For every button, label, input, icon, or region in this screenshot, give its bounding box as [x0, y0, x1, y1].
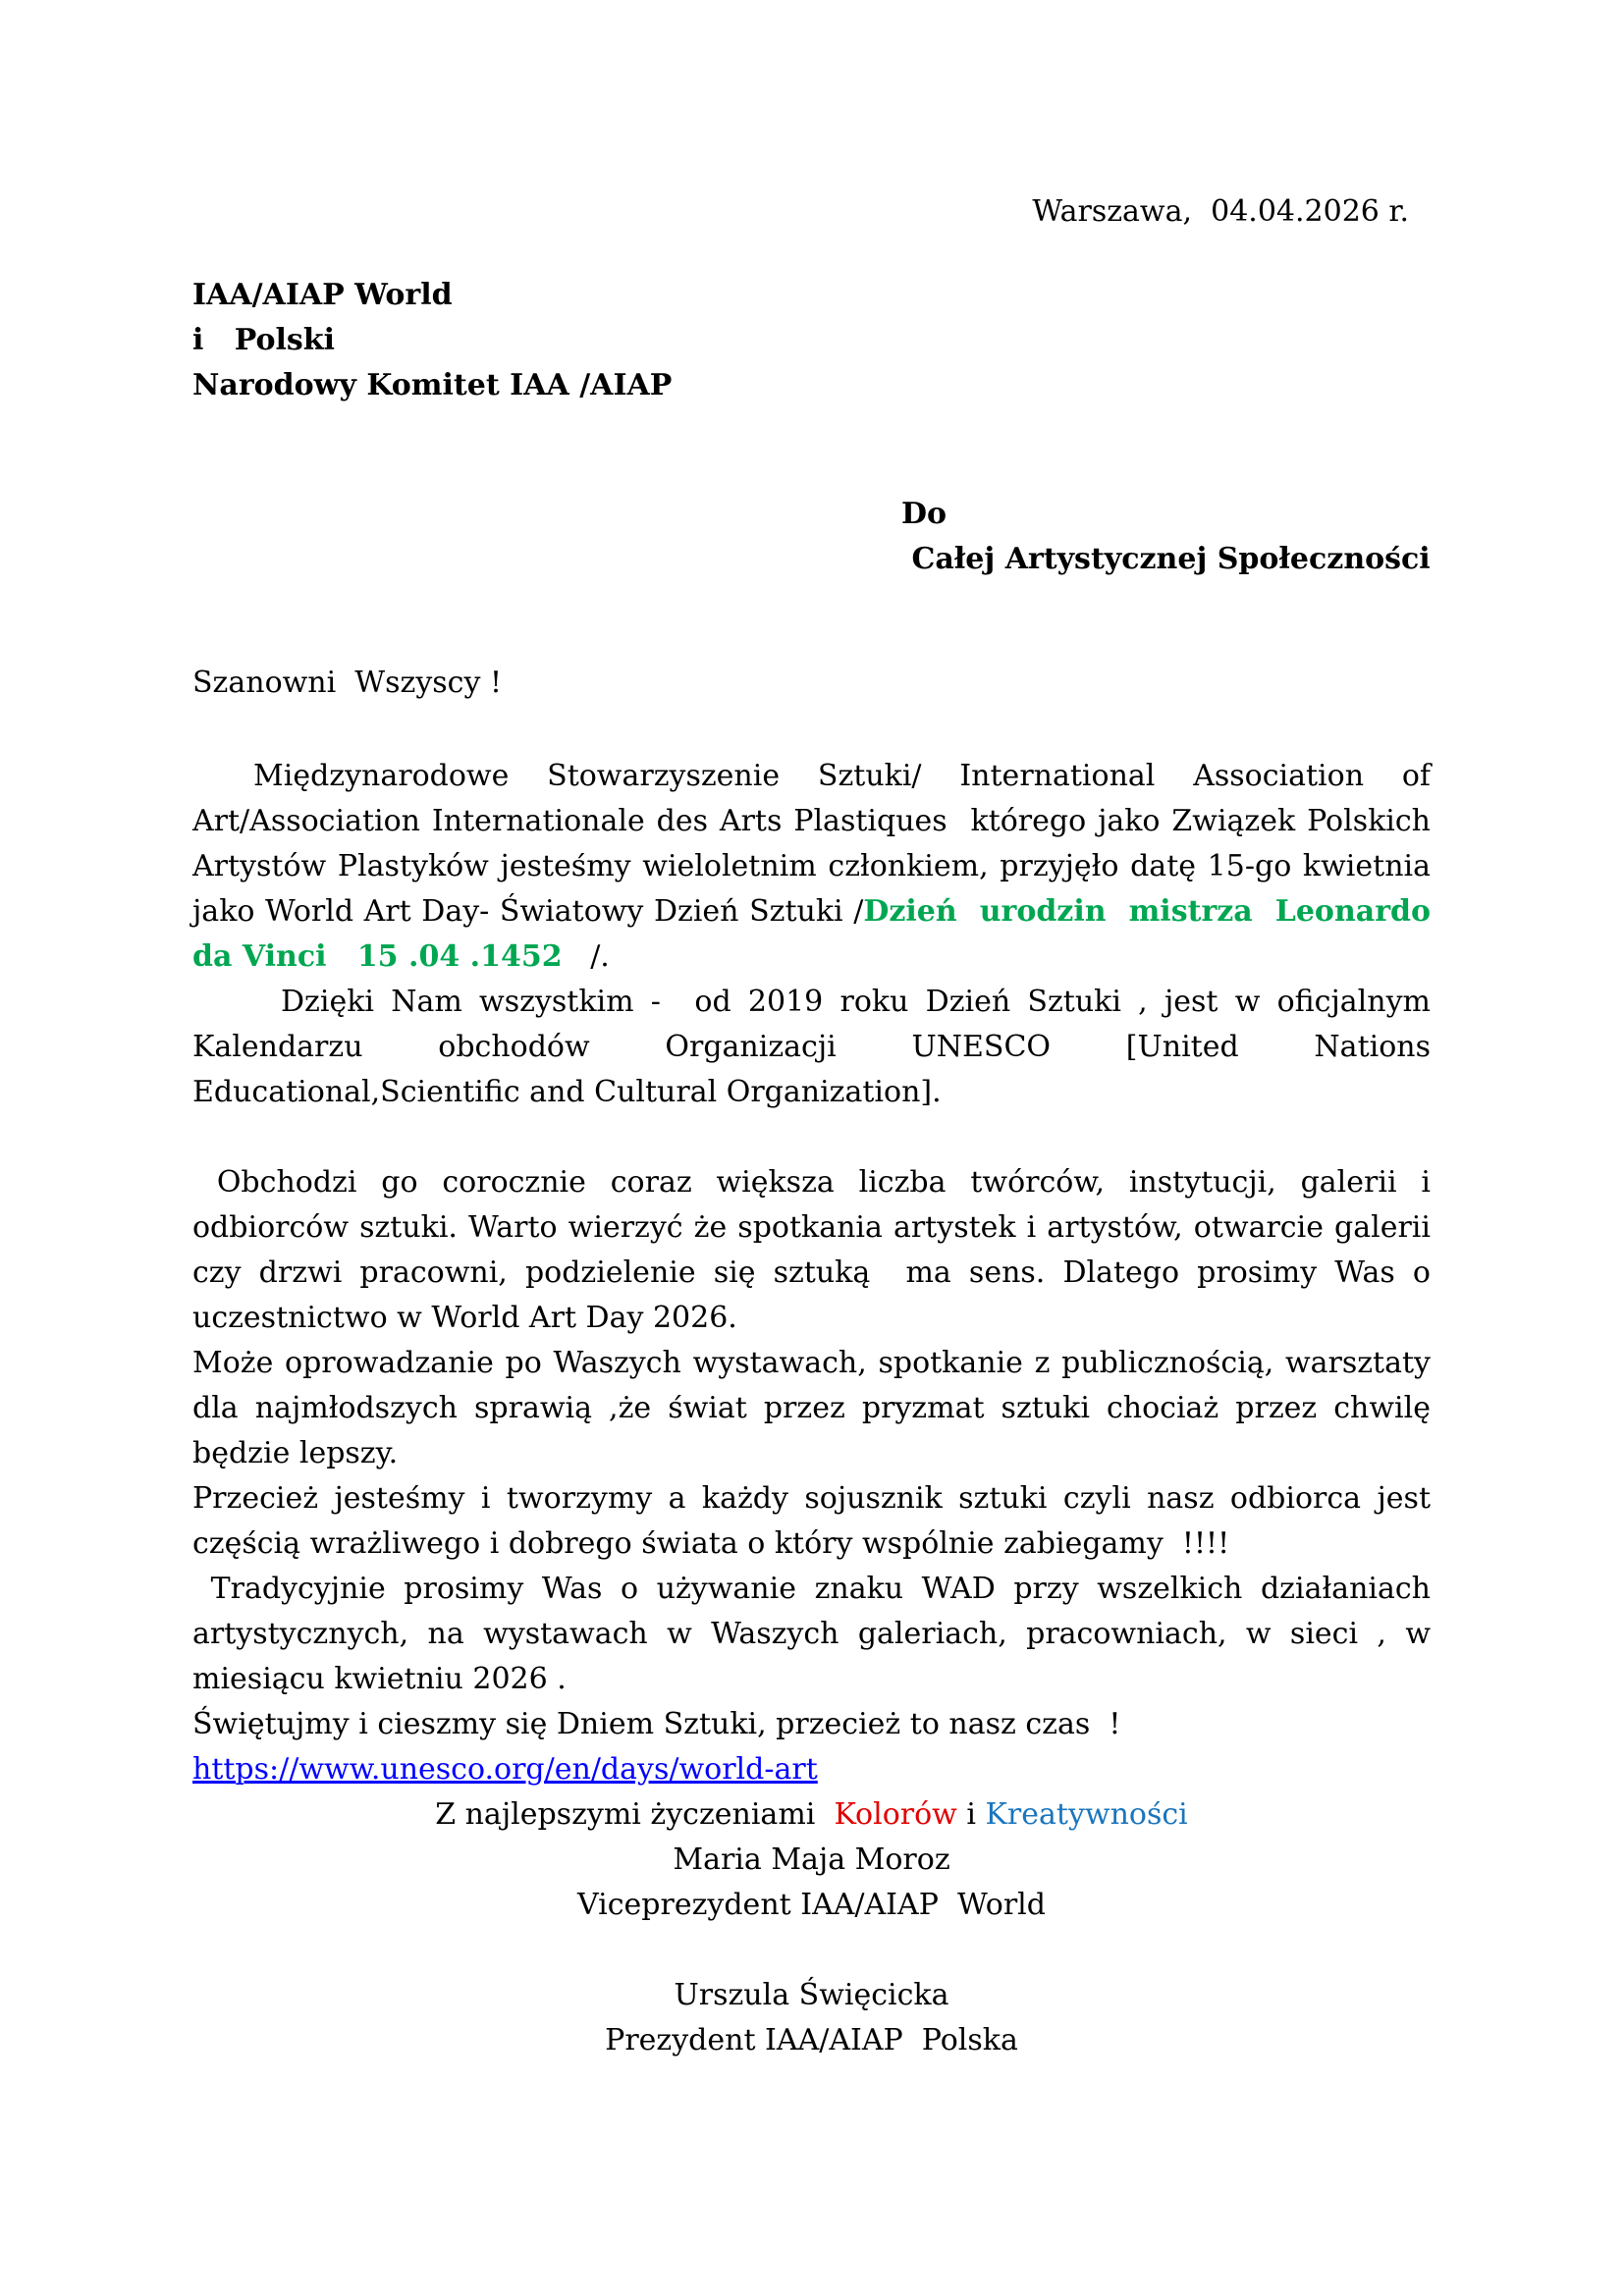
- wishes-word-creativity: Kreatywności: [985, 1797, 1188, 1832]
- signature-2-name: Urszula Święcicka: [674, 1978, 949, 2012]
- sender-line-komitet: Narodowy Komitet IAA /AIAP: [192, 368, 673, 402]
- paragraph-participation: Obchodzi go corocznie coraz większa liczba twórców, instytucji, galerii i odbiorców sztuki. Warto wierzyć że spotkania artystek i artystów, otwarcie galerii czy drzwi pracowni, podzielenie się sztuką ma sens. Dlatego prosimy Was o uczestnictwo w World Art Day 2026.: [192, 1165, 1431, 1335]
- sender-line-world: IAA/AIAP World: [192, 278, 453, 312]
- recipient-block: [901, 492, 1431, 582]
- leonardo-birthday-highlight: Dzień urodzin mistrza Leonardo da Vinci 15 .04 .1452: [192, 894, 1431, 974]
- signature-2-title: Prezydent IAA/AIAP Polska: [605, 2023, 1018, 2057]
- paragraph-intro: [192, 754, 1431, 980]
- signature-1-title: Viceprezydent IAA/AIAP World: [577, 1888, 1046, 1922]
- paragraph-activities: Może oprowadzanie po Waszych wystawach, spotkanie z publicznością, warsztaty dla najmłodszych sprawią ,że świat przez pryzmat sztuki chociaż przez chwilę będzie lepszy.: [192, 1346, 1431, 1470]
- paragraph-wad-sign: Tradycyjnie prosimy Was o używanie znaku WAD przy wszelkich działaniach artystycznych, na wystawach w Waszych galeriach, pracowniach, w sieci , w miesiącu kwietniu 2026 .: [192, 1572, 1431, 1696]
- paragraph-intro-tail: /.: [562, 939, 610, 974]
- sender-block: [192, 273, 672, 408]
- recipient-do: Do: [901, 497, 947, 531]
- wishes-prefix: Z najlepszymi życzeniami: [435, 1797, 835, 1832]
- wishes-word-colors: Kolorów: [834, 1797, 957, 1832]
- paragraph-allies: Przecież jesteśmy i tworzymy a każdy sojusznik sztuki czyli nasz odbiorca jest częścią wrażliwego i dobrego świata o który wspólnie zabiegamy !!!!: [192, 1481, 1431, 1561]
- paragraph-celebrate: Świętujmy i cieszmy się Dniem Sztuki, przecież to nasz czas !: [192, 1707, 1121, 1741]
- unesco-world-art-link[interactable]: https://www.unesco.org/en/days/world-art: [192, 1752, 818, 1787]
- wishes-line: [192, 1792, 1431, 1838]
- recipient-name: Całej Artystycznej Społeczności: [901, 542, 1431, 576]
- date-line: Warszawa, 04.04.2026 r.: [1032, 194, 1409, 229]
- salutation: Szanowni Wszyscy !: [192, 666, 503, 700]
- paragraph-unesco: Dzięki Nam wszystkim - od 2019 roku Dzień Sztuki , jest w oficjalnym Kalendarzu obchodów Organizacji UNESCO [United Nations Educational,Scientific and Cultural Organization].: [192, 985, 1431, 1109]
- signature-1-name: Maria Maja Moroz: [673, 1842, 950, 1877]
- sender-line-polski: i Polski: [192, 323, 335, 357]
- link-line: [192, 1747, 1431, 1792]
- wishes-conjunction: i: [956, 1797, 986, 1832]
- letter-body: [192, 754, 1431, 2063]
- paragraph-intro-text: Międzynarodowe Stowarzyszenie Sztuki/ International Association of Art/Association Internationale des Arts Plastiques którego jako Związek Polskich Artystów Plastyków jesteśmy wieloletnim członkiem, przyjęło datę 15-go kwietnia jako World Art Day- Światowy Dzień Sztuki /: [192, 759, 1431, 929]
